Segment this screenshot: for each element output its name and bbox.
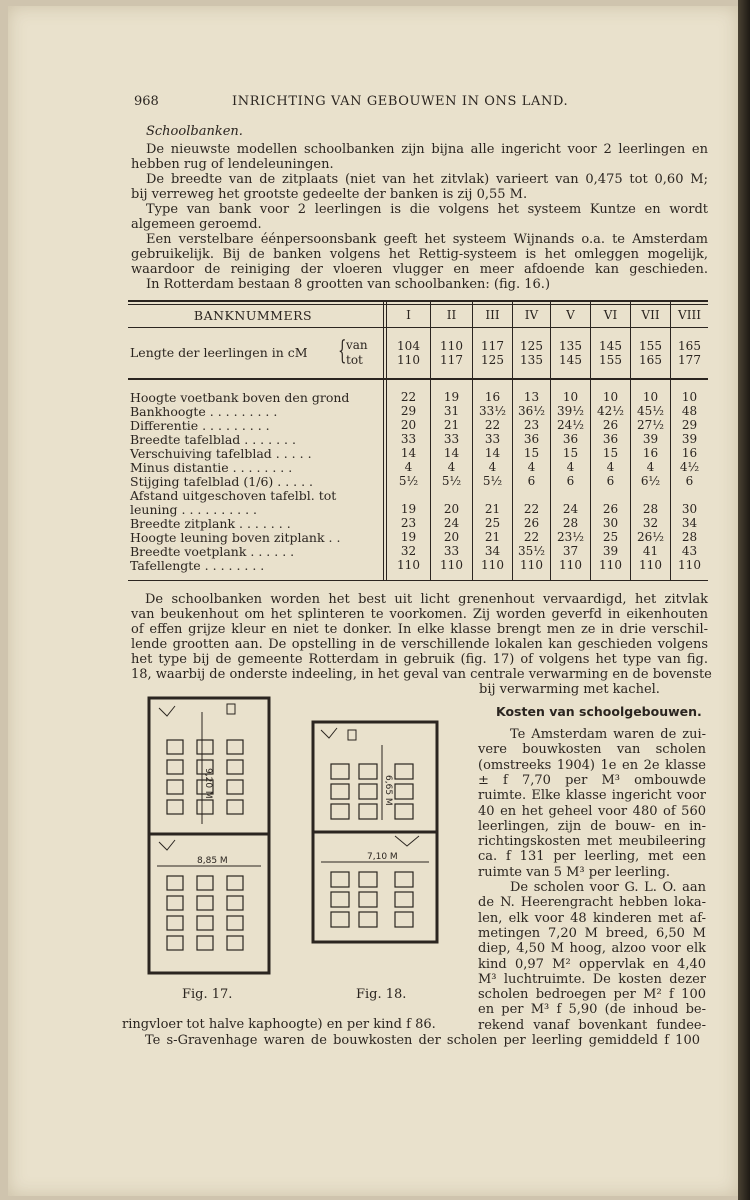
- table-rule: [128, 378, 708, 380]
- table-row-label: Breedte voetplank . . . . . .: [130, 544, 295, 559]
- desk: [395, 892, 413, 907]
- page-number: 968: [134, 94, 159, 109]
- table-cell: 110: [559, 558, 582, 572]
- table-cell: 4: [566, 460, 575, 474]
- table-cell: 110: [639, 558, 662, 572]
- table-tot-value: 117: [440, 353, 463, 367]
- table-tot-value: 135: [520, 353, 543, 367]
- running-title: INRICHTING VAN GEBOUWEN IN ONS LAND.: [232, 94, 569, 109]
- desk: [395, 872, 413, 887]
- table-row-label: Afstand uitgeschoven tafelbl. tot: [130, 488, 337, 503]
- table-cell: 26: [523, 516, 540, 530]
- kosten-line: diep, 4,50 M hoog, alzoo voor elk: [478, 941, 706, 957]
- table-header-label: BANKNUMMERS: [193, 308, 313, 323]
- kosten-line: kind 0,97 M² oppervlak en 4,40: [478, 956, 706, 972]
- desk: [197, 936, 213, 950]
- fig17-caption: Fig. 17.: [182, 987, 233, 1002]
- table-cell: 36½: [518, 404, 545, 418]
- table-cell: 4: [404, 460, 413, 474]
- table-col-rule: [383, 302, 384, 580]
- table-cell: 23½: [557, 530, 584, 544]
- table-cell: 33: [443, 544, 460, 558]
- page-edge: [738, 0, 750, 1200]
- kosten-line: de N. Heerengracht hebben loka-: [478, 895, 706, 911]
- desk: [359, 912, 377, 927]
- desk: [331, 764, 349, 779]
- table-cell: 110: [599, 558, 622, 572]
- kosten-line: 40 en het geheel voor 480 of 560: [478, 803, 706, 819]
- table-cell: 5½: [441, 474, 462, 488]
- table-col-header: IV: [524, 308, 539, 322]
- table-cell: 32: [642, 516, 659, 530]
- table-cell: 6: [566, 474, 575, 488]
- desk: [167, 896, 183, 910]
- desk: [227, 876, 243, 890]
- table-cell: 19: [443, 390, 460, 404]
- fig18-door-mark-2: [395, 836, 419, 846]
- fig18-dim-horizontal: 7,10 M: [367, 852, 398, 862]
- desk: [227, 780, 243, 794]
- intro-line: algemeen geroemd.: [131, 217, 262, 232]
- desk: [395, 912, 413, 927]
- desk: [359, 872, 377, 887]
- table-cell: 31: [443, 404, 460, 418]
- table-col-header: VIII: [678, 308, 701, 322]
- table-cell: 24½: [557, 418, 584, 432]
- table-cell: 41: [642, 544, 659, 558]
- kosten-line: ruimte. Elke klasse ingericht voor: [478, 788, 706, 804]
- desk: [227, 740, 243, 754]
- table-cell: 6: [685, 474, 694, 488]
- fig17-door-mark: [159, 706, 175, 716]
- table-row-label: Hoogte leuning boven zitplank . .: [130, 530, 341, 545]
- desk: [359, 764, 377, 779]
- kosten-line: (omstreeks 1904) 1e en 2e klasse: [478, 757, 706, 773]
- table-cell: 15: [602, 446, 619, 460]
- table-cell: 27½: [637, 418, 664, 432]
- fig18-dim-vertical: 6,65 M: [383, 775, 393, 806]
- fig17-stove: [227, 704, 235, 714]
- table-cell: 19: [400, 502, 417, 516]
- table-cell: 4: [447, 460, 456, 474]
- table-rule: [128, 304, 708, 305]
- desk: [227, 916, 243, 930]
- desk: [359, 804, 377, 819]
- desk: [197, 800, 213, 814]
- table-cell: 4: [527, 460, 536, 474]
- table-cell: 21: [443, 418, 460, 432]
- table-tot-value: 155: [599, 353, 622, 367]
- table-cell: 5½: [398, 474, 419, 488]
- brace-symbol: {: [338, 336, 347, 366]
- table-cell: 16: [642, 446, 659, 460]
- kosten-line: De scholen voor G. L. O. aan: [510, 880, 706, 895]
- body-line-last: bij verwarming met kachel.: [479, 682, 660, 697]
- table-row-label: leuning . . . . . . . . . .: [130, 502, 258, 517]
- table-cell: 20: [443, 530, 460, 544]
- table-cell: 33: [484, 432, 501, 446]
- table-cell: 30: [681, 502, 698, 516]
- table-col-header: II: [446, 308, 457, 322]
- kosten-line: metingen 7,20 M breed, 6,50 M: [478, 925, 706, 941]
- table-cell: 25: [602, 530, 619, 544]
- desk: [331, 872, 349, 887]
- intro-line: In Rotterdam bestaan 8 grootten van schoolbanken: (fig. 16.): [146, 277, 551, 292]
- van-label: van: [346, 338, 368, 352]
- table-cell: 37: [562, 544, 579, 558]
- closing-line-1: ringvloer tot halve kaphoogte) en per kind f 86.: [122, 1017, 436, 1032]
- kosten-line: Te Amsterdam waren de zui-: [510, 727, 706, 742]
- body-line: het type bij de gemeente Rotterdam in gebruik (fig. 17) of volgens het type van fig.: [131, 652, 708, 667]
- table-rule: [128, 327, 708, 328]
- table-cell: 15: [523, 446, 540, 460]
- table-cell: 4: [488, 460, 497, 474]
- kosten-line: scholen bedroegen per M² f 100: [478, 987, 706, 1003]
- table-cell: 23: [400, 516, 417, 530]
- body-line: of effen grijze kleur en niet te donker. In elke klasse brengt men ze in drie verschil-: [131, 622, 708, 637]
- table-cell: 4: [646, 460, 655, 474]
- length-label: Lengte der leerlingen in cM: [130, 345, 308, 360]
- table-cell: 14: [443, 446, 460, 460]
- table-cell: 4½: [679, 460, 700, 474]
- table-cell: 28: [681, 530, 698, 544]
- table-cell: 33: [443, 432, 460, 446]
- table-col-header: III: [485, 308, 500, 322]
- table-van-value: 145: [599, 339, 622, 353]
- table-cell: 33: [400, 432, 417, 446]
- table-cell: 110: [678, 558, 701, 572]
- table-cell: 26½: [637, 530, 664, 544]
- kosten-line: M³ luchtruimte. De kosten dezer: [478, 971, 706, 987]
- desk: [331, 784, 349, 799]
- table-cell: 33½: [479, 404, 506, 418]
- table-cell: 26: [602, 418, 619, 432]
- table-col-header: VI: [603, 308, 618, 322]
- table-cell: 20: [443, 502, 460, 516]
- kosten-line: richtingskosten met meubileering: [478, 834, 706, 850]
- desk: [395, 784, 413, 799]
- kosten-line: en per M³ f 5,90 (de inhoud be-: [478, 1002, 706, 1018]
- section-heading-schoolbanken: Schoolbanken.: [146, 124, 243, 139]
- desk: [167, 916, 183, 930]
- fig17-dim-horizontal: 8,85 M: [197, 856, 228, 866]
- table-cell: 14: [400, 446, 417, 460]
- table-col-header: V: [566, 308, 575, 322]
- table-cell: 39½: [557, 404, 584, 418]
- table-tot-value: 110: [397, 353, 420, 367]
- table-cell: 39: [681, 432, 698, 446]
- table-cell: 29: [681, 418, 698, 432]
- table-row-label: Stijging tafelblad (1/6) . . . . .: [130, 474, 314, 489]
- schoolbank-table: [128, 300, 708, 585]
- table-cell: 6: [606, 474, 615, 488]
- table-cell: 4: [606, 460, 615, 474]
- table-row-label: Differentie . . . . . . . . .: [130, 418, 270, 433]
- desk: [395, 804, 413, 819]
- desk: [167, 760, 183, 774]
- intro-line: De breedte van de zitplaats (niet van het zitvlak) varieert van 0,475 tot 0,60 M;: [146, 172, 708, 187]
- table-cell: 10: [562, 390, 579, 404]
- intro-line: Een verstelbare éénpersoonsbank geeft het systeem Wijnands o.a. te Amsterdam: [146, 232, 708, 247]
- desk: [167, 740, 183, 754]
- table-cell: 43: [681, 544, 698, 558]
- table-tot-value: 145: [559, 353, 582, 367]
- tot-label: tot: [346, 353, 363, 367]
- table-cell: 110: [481, 558, 504, 572]
- table-cell: 22: [484, 418, 501, 432]
- desk: [197, 740, 213, 754]
- table-cell: 10: [681, 390, 698, 404]
- body-line: lende grootten aan. De opstelling in de verschillende lokalen kan geschieden volgens: [131, 637, 708, 652]
- table-cell: 22: [523, 530, 540, 544]
- table-van-value: 110: [440, 339, 463, 353]
- intro-line: Type van bank voor 2 leerlingen is die volgens het systeem Kuntze en wordt: [146, 202, 708, 217]
- floorplan-figures: [145, 690, 465, 980]
- intro-line: waardoor de reiniging der vloeren vlugger en meer afdoende kan geschieden.: [131, 262, 708, 277]
- table-row-label: Breedte zitplank . . . . . . .: [130, 516, 291, 531]
- fig18-caption: Fig. 18.: [356, 987, 407, 1002]
- table-cell: 10: [602, 390, 619, 404]
- table-cell: 15: [562, 446, 579, 460]
- table-col-header: I: [406, 308, 411, 322]
- fig17-door-mark-2: [159, 840, 175, 850]
- table-row-label: Tafellengte . . . . . . . .: [130, 558, 265, 573]
- table-cell: 13: [523, 390, 540, 404]
- desk: [167, 876, 183, 890]
- table-cell: 6: [527, 474, 536, 488]
- table-cell: 110: [520, 558, 543, 572]
- table-cell: 14: [484, 446, 501, 460]
- table-tot-value: 177: [678, 353, 701, 367]
- table-cell: 16: [681, 446, 698, 460]
- table-cell: 16: [484, 390, 501, 404]
- table-cell: 24: [443, 516, 460, 530]
- table-cell: 5½: [482, 474, 503, 488]
- desk: [359, 784, 377, 799]
- table-cell: 36: [602, 432, 619, 446]
- desk: [167, 800, 183, 814]
- fig18-stove: [348, 730, 356, 740]
- table-cell: 23: [523, 418, 540, 432]
- table-cell: 34: [681, 516, 698, 530]
- desk: [331, 892, 349, 907]
- desk: [359, 892, 377, 907]
- desk: [167, 936, 183, 950]
- table-tot-value: 165: [639, 353, 662, 367]
- desk: [227, 760, 243, 774]
- desk: [197, 916, 213, 930]
- desk: [395, 764, 413, 779]
- table-cell: 45½: [637, 404, 664, 418]
- intro-line: gebruikelijk. Bij de banken volgens het Rettig-systeem is het omleggen mogelijk,: [131, 247, 708, 262]
- intro-line: bij verreweg het grootste gedeelte der banken is zij 0,55 M.: [131, 187, 528, 202]
- desk: [227, 896, 243, 910]
- table-row-label: Breedte tafelblad . . . . . . .: [130, 432, 296, 447]
- desk: [197, 876, 213, 890]
- table-cell: 28: [562, 516, 579, 530]
- table-col-header: VII: [641, 308, 660, 322]
- table-cell: 21: [484, 530, 501, 544]
- kosten-line: ca. f 131 per leerling, met een: [478, 849, 706, 865]
- table-cell: 25: [484, 516, 501, 530]
- kosten-line: ± f 7,70 per M³ ombouwde: [478, 772, 706, 788]
- table-van-value: 155: [639, 339, 662, 353]
- table-cell: 48: [681, 404, 698, 418]
- table-van-value: 104: [397, 339, 420, 353]
- table-cell: 28: [642, 502, 659, 516]
- table-row-label: Verschuiving tafelblad . . . . .: [130, 446, 312, 461]
- kosten-line: leerlingen, zijn de bouw- en in-: [478, 818, 706, 834]
- table-row-label: Bankhoogte . . . . . . . . .: [130, 404, 278, 419]
- fig17-dim-vertical: 9,20 M: [203, 768, 213, 799]
- table-rule: [128, 300, 708, 302]
- table-van-value: 117: [481, 339, 504, 353]
- desk: [167, 780, 183, 794]
- intro-line: De nieuwste modellen schoolbanken zijn bijna alle ingericht voor 2 leerlingen en: [146, 142, 708, 157]
- table-cell: 6½: [640, 474, 661, 488]
- table-van-value: 165: [678, 339, 701, 353]
- table-cell: 29: [400, 404, 417, 418]
- kosten-line: vere bouwkosten van scholen: [478, 742, 706, 758]
- table-cell: 36: [523, 432, 540, 446]
- table-cell: 22: [523, 502, 540, 516]
- kosten-line: ruimte van 5 M³ per leerling.: [478, 864, 671, 880]
- desk: [331, 912, 349, 927]
- desk: [197, 896, 213, 910]
- table-van-value: 125: [520, 339, 543, 353]
- kosten-line: len, elk voor 48 kinderen met af-: [478, 910, 706, 926]
- table-cell: 24: [562, 502, 579, 516]
- table-tot-value: 125: [481, 353, 504, 367]
- table-cell: 30: [602, 516, 619, 530]
- desk: [227, 800, 243, 814]
- table-cell: 39: [602, 544, 619, 558]
- kosten-line: rekend vanaf bovenkant fundee-: [478, 1017, 706, 1033]
- table-cell: 39: [642, 432, 659, 446]
- table-van-value: 135: [559, 339, 582, 353]
- fig18-door-mark: [321, 728, 337, 738]
- table-cell: 20: [400, 418, 417, 432]
- table-row-label: Hoogte voetbank boven den grond: [130, 390, 350, 405]
- table-cell: 36: [562, 432, 579, 446]
- table-cell: 42½: [597, 404, 624, 418]
- body-line: De schoolbanken worden het best uit licht grenenhout vervaardigd, het zitvlak: [145, 592, 708, 607]
- table-cell: 19: [400, 530, 417, 544]
- table-row-label: Minus distantie . . . . . . . .: [130, 460, 293, 475]
- body-line: van beukenhout om het splinteren te voorkomen. Zij worden geverfd in eikenhouten: [131, 607, 708, 622]
- table-cell: 26: [602, 502, 619, 516]
- intro-line: hebben rug of lendeleuningen.: [131, 157, 334, 172]
- table-cell: 35½: [518, 544, 545, 558]
- closing-line-2: Te s-Gravenhage waren de bouwkosten der scholen per leerling gemiddeld f 100: [145, 1033, 700, 1048]
- desk: [331, 804, 349, 819]
- table-cell: 34: [484, 544, 501, 558]
- table-cell: 21: [484, 502, 501, 516]
- kosten-heading: Kosten van schoolgebouwen.: [496, 704, 702, 719]
- desk: [227, 936, 243, 950]
- table-cell: 32: [400, 544, 417, 558]
- body-line: 18, waarbij de onderste indeeling, in het geval van centrale verwarming en de bovenste: [131, 667, 712, 682]
- table-cell: 110: [440, 558, 463, 572]
- table-cell: 10: [642, 390, 659, 404]
- table-cell: 110: [397, 558, 420, 572]
- table-cell: 22: [400, 390, 417, 404]
- table-rule: [128, 580, 708, 581]
